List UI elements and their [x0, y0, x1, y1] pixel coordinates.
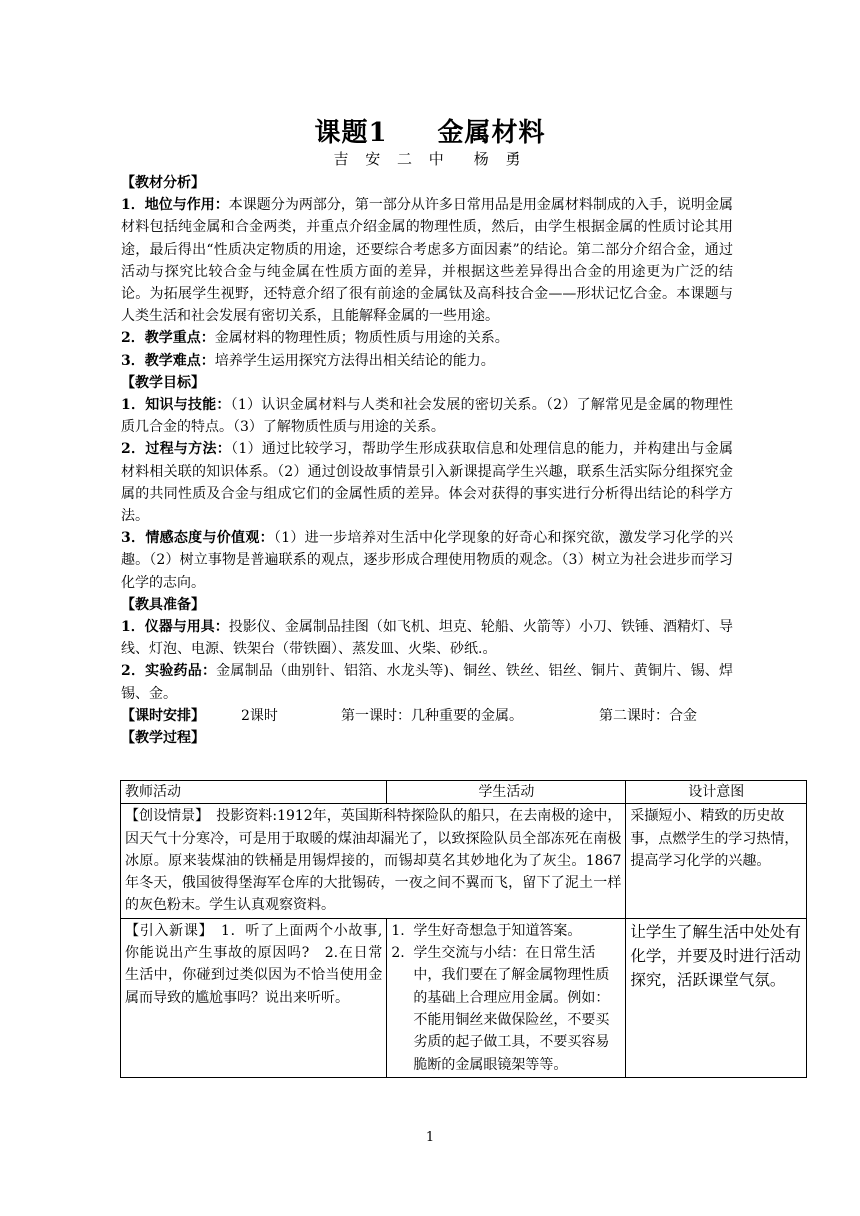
- goal3-label: 3．情感态度与价值观：: [121, 530, 274, 547]
- table-row: [121, 804, 807, 918]
- tools2-label: 2．实验药品：: [121, 663, 217, 680]
- table-header-row: [121, 781, 807, 804]
- key-label: 2．教学重点：: [121, 330, 215, 347]
- row2-teacher-cell: 【引入新课】 1．听了上面两个小故事,你能说出产生事故的原因吗? 2.在日常生活中，你碰到过类似因为不恰当使用金属而导致的尴尬事吗？说出来听听。: [121, 918, 387, 1077]
- table-row: [121, 918, 807, 1077]
- schedule-second: 第二课时：合金: [599, 707, 697, 724]
- list-item: 1. 学生好奇想急于知道答案。: [391, 922, 582, 939]
- goal1-text: （1）认识金属材料与人类和社会发展的密切关系。（2）了解常见是金属的物理性质几合金的特点。（3）了解物质性质与用途的关系。: [121, 397, 733, 436]
- author-school: 吉 安 二 中: [333, 150, 450, 168]
- schedule-count: 2课时: [241, 707, 278, 724]
- row1-teacher-cell: 【创设情景】 投影资料:1912年，英国斯科特探险队的船只，在去南极的途中，因天气十分寒冷，可是用于取暖的煤油却漏光了，以致探险队员全部冻死在南极冰原。原来装煤油的铁桶是用锡焊接的，而锡却莫名其妙地化为了灰尘。1867年冬天，俄国彼得堡海军仓库的大批锡砖，一夜之间不翼而飞，留下了泥土一样的灰色粉末。学生认真观察资料。: [121, 804, 626, 918]
- goals-heading: 【教学目标】: [121, 374, 205, 391]
- page-title: [0, 112, 860, 149]
- tools1-label: 1．仪器与用具：: [121, 619, 229, 636]
- col-student-header: 学生活动: [387, 781, 626, 804]
- tools-reagents: [121, 660, 733, 704]
- row2-student-cell: [387, 918, 626, 1077]
- analysis-heading: 【教材分析】: [121, 175, 205, 191]
- role-label: 1．地位与作用：: [121, 197, 229, 214]
- row2-design-cell: 让学生了解生活中处处有化学，并要及时进行活动探究，活跃课堂气氛。: [626, 918, 807, 1077]
- tools1-text: 投影仪、金属制品挂图（如飞机、坦克、轮船、火箭等）小刀、铁锤、酒精灯、导线、灯泡、电源、铁架台（带铁圈）、蒸发皿、火柴、砂纸.。: [121, 619, 733, 658]
- schedule-line: [121, 705, 733, 727]
- role-text: 本课题分为两部分，第一部分从许多日常用品是用金属材料制成的入手，说明金属材料包括纯金属和合金两类，并重点介绍金属的物理性质，然后，由学生根据金属的性质讨论其用途，最后得出“性质决定物质的用途，还要综合考虑多方面因素”的结论。第二部分介绍合金，通过活动与探究比较合金与纯金属在性质方面的差异，并根据这些差异得出合金的用途更为广泛的结论。为拓展学生视野，还特意介绍了很有前途的金属钛及高科技合金——形状记忆合金。本课题与人类生活和社会发展有密切关系，且能解释金属的一些用途。: [121, 197, 733, 325]
- title-sub: 金属材料: [437, 118, 546, 148]
- schedule-first: 第一课时：几种重要的金属。: [341, 707, 523, 724]
- tools-heading: 【教具准备】: [121, 596, 205, 613]
- key-text: 金属材料的物理性质；物质性质与用途的关系。: [214, 330, 509, 347]
- col-teacher-header: 教师活动: [121, 781, 387, 804]
- col-design-header: 设计意图: [626, 781, 807, 804]
- page-number: 1: [425, 1130, 435, 1145]
- tools2-text: 金属制品（曲别针、铝箔、水龙头等)、铜丝、铁丝、铝丝、铜片、黄铜片、锡、焊锡、金。: [121, 663, 733, 702]
- author-line: [0, 148, 860, 169]
- analysis-role: [121, 194, 733, 327]
- diff-label: 3．教学难点：: [121, 352, 215, 369]
- row1-design-cell: 采撷短小、精致的历史故事，点燃学生的学习热情，提高学习化学的兴趣。: [626, 804, 807, 918]
- goal-process: [121, 438, 733, 527]
- process-table: [120, 780, 807, 1078]
- document-body: [121, 172, 733, 749]
- goal2-label: 2．过程与方法：: [121, 441, 232, 458]
- goal-knowledge: [121, 394, 733, 438]
- title-main: 课题1: [314, 118, 388, 148]
- goal2-text: （1）通过比较学习，帮助学生形成获取信息和处理信息的能力，并构建出与金属材料相关联的知识体系。（2）通过创设故事情景引入新课提高学生兴趣，联系生活实际分组探究金属的共同性质及合金与组成它们的金属性质的差异。体会对获得的事实进行分析得出结论的科学方法。: [121, 441, 733, 525]
- schedule-heading: 【课时安排】: [121, 707, 205, 724]
- goal1-label: 1．知识与技能：: [121, 397, 231, 414]
- analysis-key-point: [121, 327, 733, 349]
- list-item: 2. 学生交流与小结：在日常生活中，我们要在了解金属物理性质的基础上合理应用金属。例如：不能用铜丝来做保险丝，不要买劣质的起子做工具，不要买容易脆断的金属眼镜架等等。: [391, 945, 610, 1073]
- goal3-text: （1）进一步培养对生活中化学现象的好奇心和探究欲，激发学习化学的兴趣。（2）树立事物是普遍联系的观点，逐步形成合理使用物质的观念。（3）树立为社会进步而学习化学的志向。: [121, 530, 733, 591]
- tools-instruments: [121, 616, 733, 660]
- author-name: 杨 勇: [473, 150, 527, 168]
- goal-attitude: [121, 527, 733, 594]
- analysis-difficulty: [121, 350, 733, 372]
- diff-text: 培养学生运用探究方法得出相关结论的能力。: [214, 352, 495, 369]
- process-heading: 【教学过程】: [121, 730, 205, 747]
